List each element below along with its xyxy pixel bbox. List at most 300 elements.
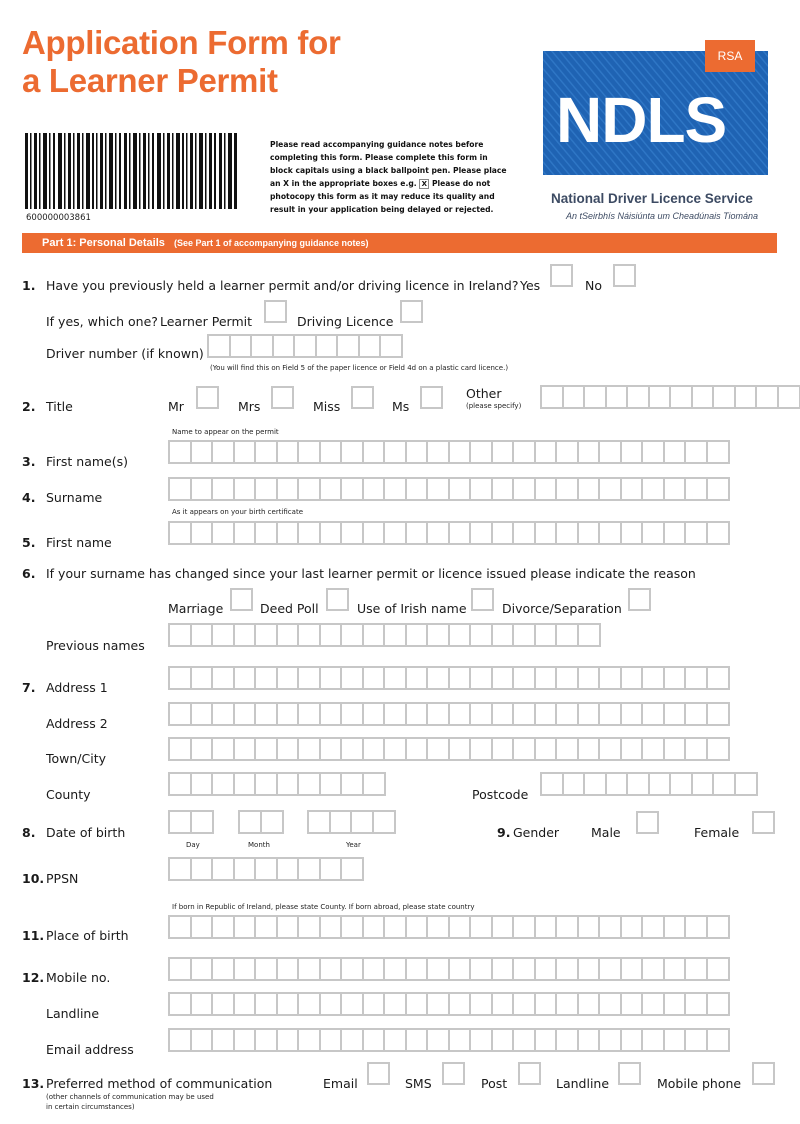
character-cell[interactable] [233, 957, 257, 981]
character-cell[interactable] [663, 737, 687, 761]
character-cell[interactable] [555, 521, 579, 545]
character-cell[interactable] [620, 1028, 644, 1052]
character-cell[interactable] [276, 623, 300, 647]
email-address-field[interactable] [168, 1028, 727, 1052]
character-cell[interactable] [233, 992, 257, 1016]
character-cell[interactable] [319, 440, 343, 464]
character-cell[interactable] [706, 666, 730, 690]
character-cell[interactable] [168, 992, 192, 1016]
character-cell[interactable] [233, 623, 257, 647]
character-cell[interactable] [469, 737, 493, 761]
character-cell[interactable] [272, 334, 296, 358]
character-cell[interactable] [276, 915, 300, 939]
q1-no-checkbox[interactable] [613, 264, 636, 287]
character-cell[interactable] [372, 810, 396, 834]
learner-permit-checkbox[interactable] [264, 300, 287, 323]
character-cell[interactable] [448, 915, 472, 939]
character-cell[interactable] [362, 957, 386, 981]
character-cell[interactable] [340, 477, 364, 501]
character-cell[interactable] [190, 992, 214, 1016]
character-cell[interactable] [512, 440, 536, 464]
marriage-checkbox[interactable] [230, 588, 253, 611]
town-field[interactable] [168, 737, 727, 761]
character-cell[interactable] [706, 440, 730, 464]
character-cell[interactable] [706, 915, 730, 939]
character-cell[interactable] [254, 992, 278, 1016]
character-cell[interactable] [620, 702, 644, 726]
character-cell[interactable] [405, 440, 429, 464]
driving-licence-checkbox[interactable] [400, 300, 423, 323]
character-cell[interactable] [663, 957, 687, 981]
character-cell[interactable] [663, 915, 687, 939]
female-checkbox[interactable] [752, 811, 775, 834]
character-cell[interactable] [777, 385, 800, 409]
q1-yes-checkbox[interactable] [550, 264, 573, 287]
character-cell[interactable] [512, 623, 536, 647]
character-cell[interactable] [734, 772, 758, 796]
character-cell[interactable] [469, 957, 493, 981]
character-cell[interactable] [540, 385, 564, 409]
character-cell[interactable] [555, 666, 579, 690]
character-cell[interactable] [512, 702, 536, 726]
character-cell[interactable] [190, 623, 214, 647]
character-cell[interactable] [383, 440, 407, 464]
character-cell[interactable] [448, 957, 472, 981]
character-cell[interactable] [233, 737, 257, 761]
character-cell[interactable] [620, 737, 644, 761]
pref-email-checkbox[interactable] [367, 1062, 390, 1085]
character-cell[interactable] [706, 737, 730, 761]
character-cell[interactable] [691, 772, 715, 796]
postcode-field[interactable] [540, 772, 755, 796]
character-cell[interactable] [684, 915, 708, 939]
character-cell[interactable] [706, 992, 730, 1016]
character-cell[interactable] [555, 477, 579, 501]
character-cell[interactable] [319, 521, 343, 545]
character-cell[interactable] [669, 772, 693, 796]
character-cell[interactable] [405, 477, 429, 501]
pref-mobile-checkbox[interactable] [752, 1062, 775, 1085]
character-cell[interactable] [577, 521, 601, 545]
character-cell[interactable] [211, 957, 235, 981]
character-cell[interactable] [293, 334, 317, 358]
character-cell[interactable] [684, 737, 708, 761]
character-cell[interactable] [491, 737, 515, 761]
character-cell[interactable] [340, 857, 364, 881]
character-cell[interactable] [534, 957, 558, 981]
character-cell[interactable] [734, 385, 758, 409]
character-cell[interactable] [712, 772, 736, 796]
character-cell[interactable] [319, 702, 343, 726]
character-cell[interactable] [297, 521, 321, 545]
character-cell[interactable] [233, 521, 257, 545]
character-cell[interactable] [211, 772, 235, 796]
character-cell[interactable] [534, 623, 558, 647]
character-cell[interactable] [233, 477, 257, 501]
character-cell[interactable] [469, 666, 493, 690]
character-cell[interactable] [211, 1028, 235, 1052]
character-cell[interactable] [190, 810, 214, 834]
character-cell[interactable] [577, 702, 601, 726]
character-cell[interactable] [534, 666, 558, 690]
character-cell[interactable] [620, 477, 644, 501]
character-cell[interactable] [297, 992, 321, 1016]
character-cell[interactable] [319, 957, 343, 981]
character-cell[interactable] [598, 1028, 622, 1052]
character-cell[interactable] [448, 440, 472, 464]
character-cell[interactable] [562, 385, 586, 409]
surname-field[interactable] [168, 477, 727, 501]
character-cell[interactable] [555, 702, 579, 726]
character-cell[interactable] [469, 992, 493, 1016]
character-cell[interactable] [340, 915, 364, 939]
character-cell[interactable] [491, 666, 515, 690]
irish-name-checkbox[interactable] [471, 588, 494, 611]
character-cell[interactable] [577, 1028, 601, 1052]
character-cell[interactable] [684, 666, 708, 690]
character-cell[interactable] [555, 957, 579, 981]
character-cell[interactable] [491, 440, 515, 464]
character-cell[interactable] [684, 1028, 708, 1052]
character-cell[interactable] [663, 477, 687, 501]
character-cell[interactable] [168, 737, 192, 761]
character-cell[interactable] [620, 440, 644, 464]
character-cell[interactable] [307, 810, 331, 834]
character-cell[interactable] [362, 992, 386, 1016]
character-cell[interactable] [598, 440, 622, 464]
character-cell[interactable] [684, 702, 708, 726]
character-cell[interactable] [276, 1028, 300, 1052]
character-cell[interactable] [534, 702, 558, 726]
character-cell[interactable] [383, 992, 407, 1016]
character-cell[interactable] [755, 385, 779, 409]
character-cell[interactable] [469, 623, 493, 647]
mrs-checkbox[interactable] [271, 386, 294, 409]
character-cell[interactable] [648, 772, 672, 796]
character-cell[interactable] [598, 666, 622, 690]
character-cell[interactable] [319, 857, 343, 881]
character-cell[interactable] [340, 772, 364, 796]
character-cell[interactable] [641, 915, 665, 939]
character-cell[interactable] [254, 772, 278, 796]
character-cell[interactable] [491, 915, 515, 939]
address1-field[interactable] [168, 666, 727, 690]
character-cell[interactable] [691, 385, 715, 409]
character-cell[interactable] [168, 623, 192, 647]
character-cell[interactable] [297, 477, 321, 501]
character-cell[interactable] [254, 440, 278, 464]
character-cell[interactable] [641, 957, 665, 981]
character-cell[interactable] [254, 666, 278, 690]
character-cell[interactable] [362, 737, 386, 761]
character-cell[interactable] [577, 623, 601, 647]
character-cell[interactable] [620, 666, 644, 690]
character-cell[interactable] [362, 702, 386, 726]
character-cell[interactable] [254, 737, 278, 761]
character-cell[interactable] [555, 737, 579, 761]
character-cell[interactable] [254, 857, 278, 881]
character-cell[interactable] [469, 440, 493, 464]
character-cell[interactable] [362, 477, 386, 501]
character-cell[interactable] [211, 737, 235, 761]
character-cell[interactable] [491, 1028, 515, 1052]
character-cell[interactable] [362, 521, 386, 545]
character-cell[interactable] [276, 702, 300, 726]
character-cell[interactable] [620, 957, 644, 981]
character-cell[interactable] [684, 521, 708, 545]
character-cell[interactable] [315, 334, 339, 358]
character-cell[interactable] [211, 702, 235, 726]
character-cell[interactable] [577, 737, 601, 761]
character-cell[interactable] [383, 737, 407, 761]
character-cell[interactable] [555, 992, 579, 1016]
address2-field[interactable] [168, 702, 727, 726]
character-cell[interactable] [190, 702, 214, 726]
character-cell[interactable] [190, 737, 214, 761]
character-cell[interactable] [362, 915, 386, 939]
character-cell[interactable] [641, 992, 665, 1016]
character-cell[interactable] [534, 915, 558, 939]
character-cell[interactable] [168, 957, 192, 981]
character-cell[interactable] [340, 666, 364, 690]
character-cell[interactable] [297, 772, 321, 796]
previous-names-field[interactable] [168, 623, 598, 647]
character-cell[interactable] [534, 992, 558, 1016]
character-cell[interactable] [641, 666, 665, 690]
character-cell[interactable] [598, 702, 622, 726]
character-cell[interactable] [448, 702, 472, 726]
character-cell[interactable] [276, 521, 300, 545]
dob-month-field[interactable] [238, 810, 281, 834]
character-cell[interactable] [168, 477, 192, 501]
character-cell[interactable] [379, 334, 403, 358]
character-cell[interactable] [233, 1028, 257, 1052]
ms-checkbox[interactable] [420, 386, 443, 409]
character-cell[interactable] [383, 521, 407, 545]
character-cell[interactable] [276, 772, 300, 796]
divorce-checkbox[interactable] [628, 588, 651, 611]
character-cell[interactable] [319, 477, 343, 501]
character-cell[interactable] [512, 737, 536, 761]
mobile-field[interactable] [168, 957, 727, 981]
character-cell[interactable] [577, 477, 601, 501]
character-cell[interactable] [254, 702, 278, 726]
character-cell[interactable] [168, 772, 192, 796]
character-cell[interactable] [663, 440, 687, 464]
character-cell[interactable] [562, 772, 586, 796]
character-cell[interactable] [491, 957, 515, 981]
character-cell[interactable] [233, 915, 257, 939]
character-cell[interactable] [362, 623, 386, 647]
character-cell[interactable] [577, 666, 601, 690]
character-cell[interactable] [405, 915, 429, 939]
character-cell[interactable] [426, 737, 450, 761]
character-cell[interactable] [620, 521, 644, 545]
character-cell[interactable] [405, 1028, 429, 1052]
character-cell[interactable] [211, 521, 235, 545]
character-cell[interactable] [448, 521, 472, 545]
character-cell[interactable] [276, 857, 300, 881]
character-cell[interactable] [190, 857, 214, 881]
character-cell[interactable] [512, 957, 536, 981]
character-cell[interactable] [405, 521, 429, 545]
character-cell[interactable] [620, 992, 644, 1016]
character-cell[interactable] [448, 477, 472, 501]
character-cell[interactable] [168, 915, 192, 939]
character-cell[interactable] [648, 385, 672, 409]
character-cell[interactable] [362, 1028, 386, 1052]
character-cell[interactable] [598, 915, 622, 939]
character-cell[interactable] [663, 992, 687, 1016]
character-cell[interactable] [297, 440, 321, 464]
character-cell[interactable] [426, 521, 450, 545]
character-cell[interactable] [319, 666, 343, 690]
character-cell[interactable] [383, 1028, 407, 1052]
character-cell[interactable] [340, 957, 364, 981]
character-cell[interactable] [207, 334, 231, 358]
deed-poll-checkbox[interactable] [326, 588, 349, 611]
character-cell[interactable] [684, 957, 708, 981]
character-cell[interactable] [684, 440, 708, 464]
character-cell[interactable] [706, 521, 730, 545]
character-cell[interactable] [340, 737, 364, 761]
character-cell[interactable] [426, 477, 450, 501]
character-cell[interactable] [276, 440, 300, 464]
character-cell[interactable] [626, 385, 650, 409]
character-cell[interactable] [297, 702, 321, 726]
character-cell[interactable] [211, 623, 235, 647]
character-cell[interactable] [233, 857, 257, 881]
title-other-field[interactable] [540, 385, 798, 409]
character-cell[interactable] [641, 477, 665, 501]
character-cell[interactable] [190, 521, 214, 545]
character-cell[interactable] [706, 957, 730, 981]
character-cell[interactable] [350, 810, 374, 834]
pref-landline-checkbox[interactable] [618, 1062, 641, 1085]
character-cell[interactable] [583, 772, 607, 796]
character-cell[interactable] [254, 915, 278, 939]
character-cell[interactable] [168, 440, 192, 464]
character-cell[interactable] [405, 623, 429, 647]
character-cell[interactable] [598, 992, 622, 1016]
character-cell[interactable] [540, 772, 564, 796]
character-cell[interactable] [190, 440, 214, 464]
character-cell[interactable] [534, 737, 558, 761]
character-cell[interactable] [663, 702, 687, 726]
character-cell[interactable] [319, 772, 343, 796]
character-cell[interactable] [426, 702, 450, 726]
character-cell[interactable] [319, 992, 343, 1016]
character-cell[interactable] [534, 1028, 558, 1052]
character-cell[interactable] [512, 521, 536, 545]
character-cell[interactable] [190, 666, 214, 690]
pref-sms-checkbox[interactable] [442, 1062, 465, 1085]
character-cell[interactable] [276, 957, 300, 981]
character-cell[interactable] [276, 992, 300, 1016]
character-cell[interactable] [276, 737, 300, 761]
character-cell[interactable] [168, 521, 192, 545]
character-cell[interactable] [663, 666, 687, 690]
character-cell[interactable] [250, 334, 274, 358]
character-cell[interactable] [383, 666, 407, 690]
character-cell[interactable] [362, 440, 386, 464]
character-cell[interactable] [405, 702, 429, 726]
character-cell[interactable] [426, 666, 450, 690]
character-cell[interactable] [336, 334, 360, 358]
character-cell[interactable] [534, 521, 558, 545]
character-cell[interactable] [598, 957, 622, 981]
character-cell[interactable] [233, 772, 257, 796]
character-cell[interactable] [605, 772, 629, 796]
character-cell[interactable] [491, 702, 515, 726]
character-cell[interactable] [598, 521, 622, 545]
ppsn-field[interactable] [168, 857, 362, 881]
character-cell[interactable] [448, 1028, 472, 1052]
character-cell[interactable] [712, 385, 736, 409]
character-cell[interactable] [405, 992, 429, 1016]
character-cell[interactable] [297, 666, 321, 690]
character-cell[interactable] [254, 957, 278, 981]
character-cell[interactable] [297, 623, 321, 647]
character-cell[interactable] [383, 702, 407, 726]
character-cell[interactable] [577, 440, 601, 464]
character-cell[interactable] [577, 992, 601, 1016]
character-cell[interactable] [577, 915, 601, 939]
character-cell[interactable] [620, 915, 644, 939]
character-cell[interactable] [383, 477, 407, 501]
character-cell[interactable] [362, 772, 386, 796]
character-cell[interactable] [405, 666, 429, 690]
character-cell[interactable] [254, 477, 278, 501]
character-cell[interactable] [684, 477, 708, 501]
character-cell[interactable] [340, 992, 364, 1016]
character-cell[interactable] [469, 915, 493, 939]
first-names-field[interactable] [168, 440, 727, 464]
character-cell[interactable] [211, 857, 235, 881]
character-cell[interactable] [555, 623, 579, 647]
character-cell[interactable] [297, 857, 321, 881]
character-cell[interactable] [190, 1028, 214, 1052]
character-cell[interactable] [491, 521, 515, 545]
character-cell[interactable] [168, 702, 192, 726]
character-cell[interactable] [319, 623, 343, 647]
mr-checkbox[interactable] [196, 386, 219, 409]
male-checkbox[interactable] [636, 811, 659, 834]
dob-year-field[interactable] [307, 810, 393, 834]
character-cell[interactable] [168, 810, 192, 834]
character-cell[interactable] [426, 915, 450, 939]
character-cell[interactable] [448, 992, 472, 1016]
character-cell[interactable] [190, 957, 214, 981]
character-cell[interactable] [663, 521, 687, 545]
character-cell[interactable] [512, 915, 536, 939]
character-cell[interactable] [211, 666, 235, 690]
character-cell[interactable] [641, 521, 665, 545]
character-cell[interactable] [469, 1028, 493, 1052]
character-cell[interactable] [319, 1028, 343, 1052]
character-cell[interactable] [469, 477, 493, 501]
character-cell[interactable] [512, 666, 536, 690]
character-cell[interactable] [297, 1028, 321, 1052]
character-cell[interactable] [706, 702, 730, 726]
character-cell[interactable] [491, 992, 515, 1016]
character-cell[interactable] [641, 702, 665, 726]
character-cell[interactable] [641, 440, 665, 464]
character-cell[interactable] [669, 385, 693, 409]
character-cell[interactable] [605, 385, 629, 409]
character-cell[interactable] [211, 440, 235, 464]
character-cell[interactable] [555, 440, 579, 464]
